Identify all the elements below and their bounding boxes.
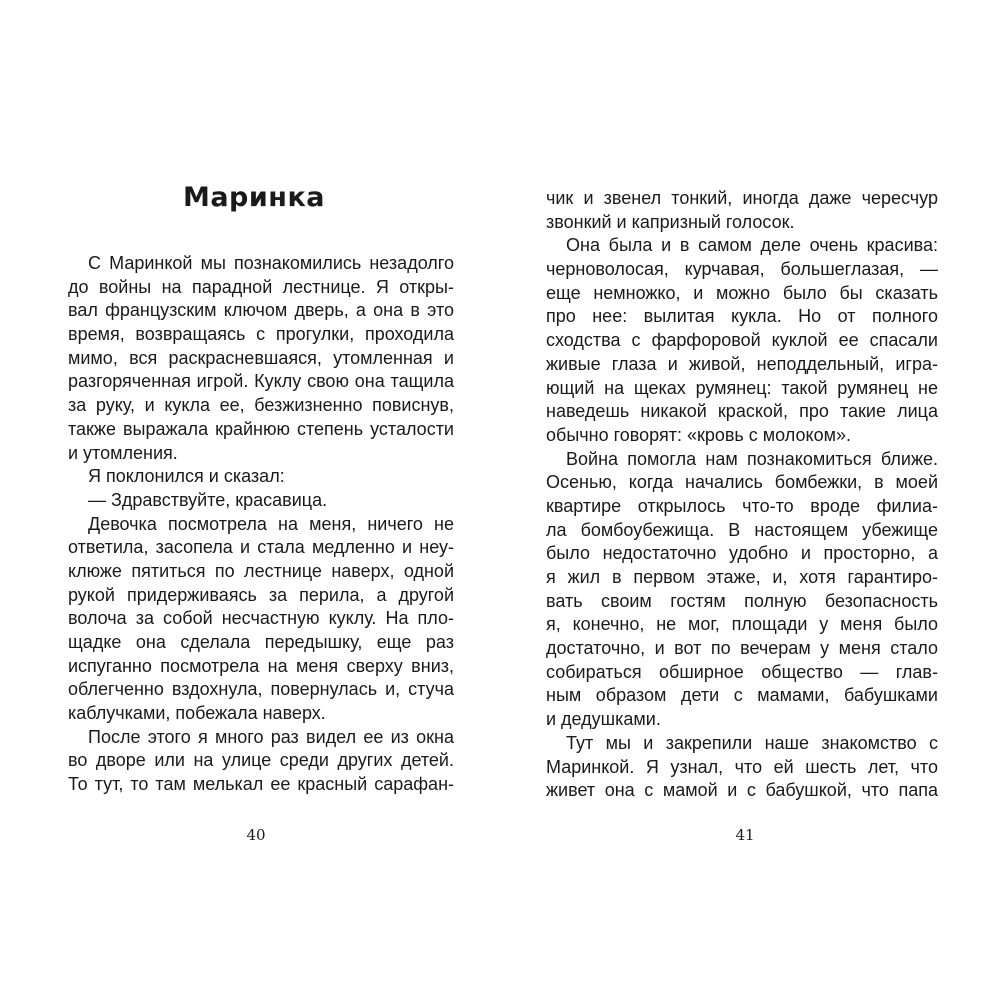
left-page-text (68, 252, 454, 797)
text-line: разгоряченная игрой. Куклу свою она тащила (68, 371, 454, 392)
text-line: Она была и в самом деле очень красива: (566, 235, 938, 256)
text-line: вать своим гостям полную безопасность (546, 590, 938, 611)
text-line: я, конечно, не мог, площади у меня было (546, 614, 938, 635)
text-line: испуганно посмотрела на меня сверху вниз, (68, 655, 454, 676)
text-line: про нее: вылитая кукла. Но от полного (546, 306, 938, 327)
text-line: рукой придерживаясь за перила, а другой (68, 584, 454, 605)
page-number-right: 41 (735, 826, 755, 844)
text-line: звонкий и капризный голосок. (546, 211, 795, 232)
text-line: также выражала крайнюю степень усталости (68, 418, 454, 439)
text-line: Девочка посмотрела на меня, ничего не (88, 513, 454, 534)
text-line: волоча за собой несчастную куклу. На пло- (68, 608, 454, 629)
text-line: щадке она сделала передышку, еще раз (68, 632, 454, 652)
text-line: — Здравствуйте, красавица. (88, 489, 328, 510)
right-page (500, 0, 1000, 1000)
text-line: квартире открылось что-то вроде филиа- (546, 495, 938, 516)
text-line: за руку, и кукла ее, безжизненно повиснув, (68, 395, 454, 416)
text-line: собираться обширное общество — глав- (546, 661, 938, 682)
text-line: чик и звенел тонкий, иногда даже чересчур (546, 188, 938, 208)
text-line: мимо, вся раскрасневшаяся, утомленная и (68, 347, 454, 368)
text-line: еще немножко, и можно было бы сказать (546, 282, 938, 303)
text-line: было недостаточно удобно и просторно, а (546, 543, 938, 564)
text-line: клюже пятиться по лестнице наверх, одной (68, 560, 454, 581)
text-line: ла бомбоубежища. В настоящем убежище (546, 519, 938, 540)
text-line: ответила, засопела и стала медленно и неу- (68, 537, 454, 558)
text-line: каблучками, побежала наверх. (68, 703, 326, 724)
text-line: облегченно вздохнула, повернулась и, стуча (68, 679, 454, 700)
text-line: Маринкой. Я узнал, что ей шесть лет, что (546, 756, 938, 777)
text-line: обычно говорят: «кровь с молоком». (546, 424, 851, 445)
text-line: во дворе или на улице среди других детей. (68, 750, 454, 771)
text-line: Война помогла нам познакомиться ближе. (566, 448, 938, 469)
text-line: достаточно, и вот по вечерам у меня стало (546, 638, 938, 659)
text-line: живые глаза и живой, неподдельный, игра- (546, 353, 938, 374)
text-line: ющий на щеках румянец: такой румянец не (546, 377, 938, 398)
text-line: После этого я много раз видел ее из окна (88, 726, 454, 747)
text-line: ным образом дети с мамами, бабушками (546, 685, 938, 706)
text-line: я жил в первом этаже, и, хотя гарантиро- (546, 567, 938, 587)
text-line: время, возвращаясь с прогулки, проходила (68, 324, 454, 345)
text-line: и утомления. (68, 442, 178, 463)
text-line: Тут мы и закрепили наше знакомство с (566, 732, 938, 753)
text-line: С Маринкой мы познакомились незадолго (88, 253, 454, 273)
text-line: и дедушками. (546, 709, 661, 730)
text-line: Я поклонился и сказал: (88, 466, 285, 487)
text-line: наведешь никакой краской, про такие лица (546, 401, 938, 422)
text-line: живет она с мамой и с бабушкой, что папа (546, 780, 938, 801)
text-line: вал французским ключом дверь, а она в это (68, 300, 454, 321)
text-line: сходства с фарфоровой куклой ее спасали (546, 330, 938, 351)
right-page-text (546, 187, 938, 803)
text-line: черноволосая, курчавая, большеглазая, — (546, 259, 938, 280)
chapter-title: Маринка (182, 182, 326, 213)
text-line: до войны на парадной лестнице. Я откры- (68, 276, 454, 297)
text-line: То тут, то там мелькал ее красный сарафан- (68, 774, 454, 795)
page-number-left: 40 (246, 826, 266, 844)
text-line: Осенью, когда начались бомбежки, в моей (546, 472, 938, 493)
